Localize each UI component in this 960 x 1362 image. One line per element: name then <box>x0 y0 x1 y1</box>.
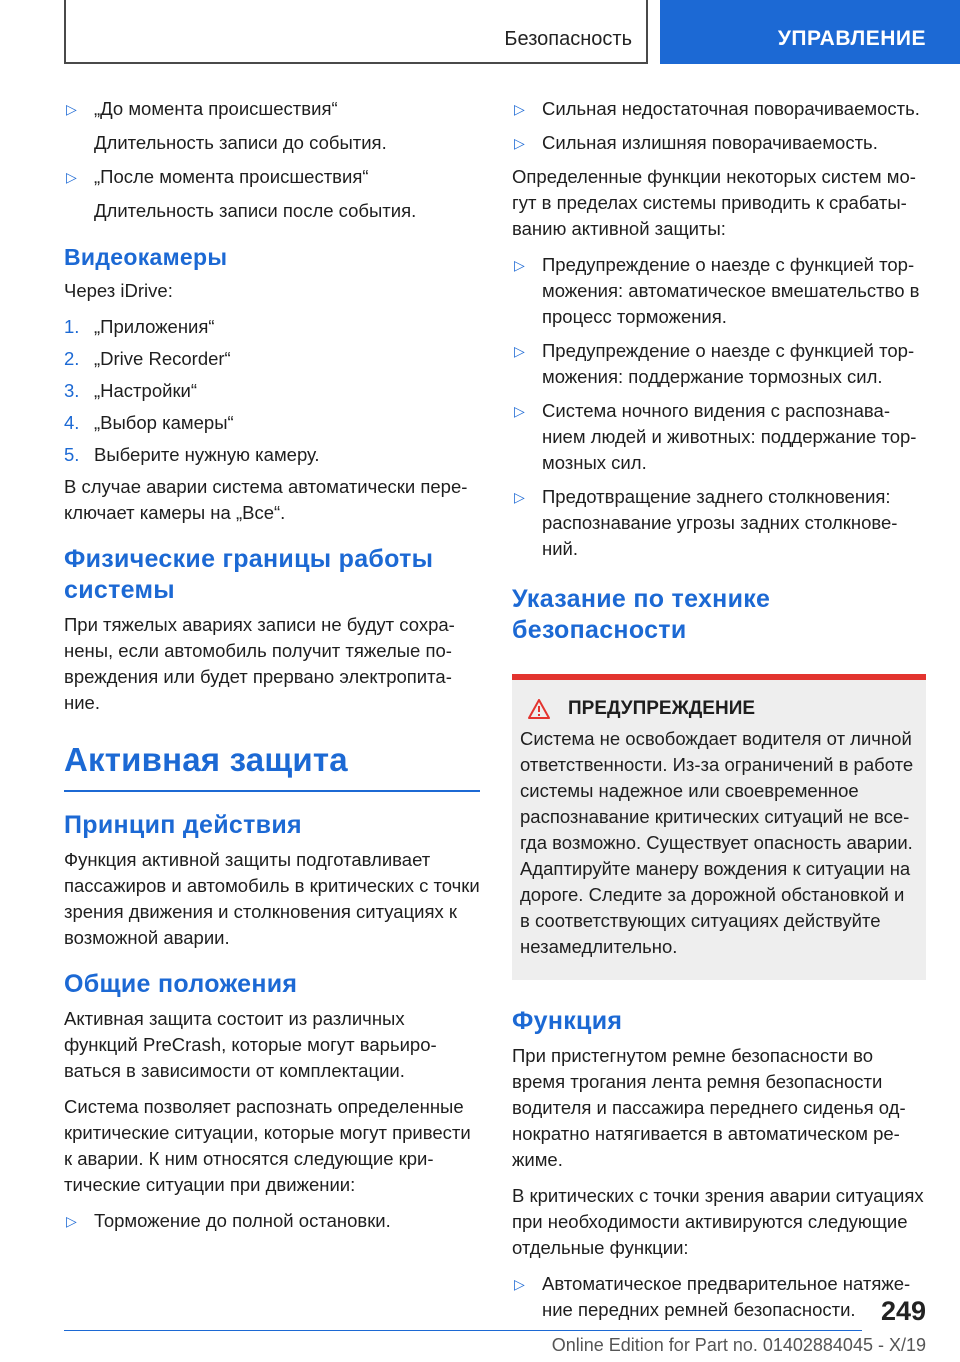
paragraph: В случае аварии система автоматически переключает камеры на „Все“. <box>64 476 468 523</box>
triangle-right-icon: ▷ <box>66 169 77 185</box>
heading-active-protection: Активная защита <box>64 738 480 792</box>
header-section-tab <box>64 0 648 64</box>
numbered-step: 1. „Приложения“ <box>64 316 215 337</box>
header-chapter-tab <box>660 0 960 64</box>
paragraph: Определенные функции некоторых систем могут в пределах системы приводить к срабатыванию активной защиты: <box>512 166 916 239</box>
warning-triangle-icon <box>528 699 550 719</box>
bullet-item: ▷ „До момента происшествия“ <box>64 96 480 122</box>
left-column <box>64 96 480 1242</box>
paragraph: Система позволяет распознать определенные критические ситуации, которые могут привести к аварии. К ним относятся следующие критические ситуации при движении: <box>64 1096 471 1195</box>
triangle-right-icon: ▷ <box>514 489 525 505</box>
heading-function: Функция <box>512 1007 623 1035</box>
triangle-right-icon: ▷ <box>514 101 525 117</box>
paragraph: При пристегнутом ремне безопасности во время трогания лента ремня безопасности водителя и пассажира переднего сиденья однократно натягивается в автоматическом режиме. <box>512 1045 906 1170</box>
numbered-step: 4. „Выбор камеры“ <box>64 412 234 433</box>
heading-safety-note: Указание по технике безопасности <box>512 585 771 644</box>
bullet-item: ▷ Система ночного видения с распознаванием людей и животных: поддержание тормозных сил. <box>514 400 917 473</box>
bullet-item: ▷ Сильная излишняя поворачиваемость. <box>512 130 926 156</box>
bullet-subtext: Длительность записи после события. <box>94 200 417 221</box>
warning-title: ПРЕДУПРЕЖДЕНИЕ <box>520 698 918 720</box>
bullet-item: ▷ Предотвращение заднего столкновения: распознавание угрозы задних столкновений. <box>514 486 898 559</box>
triangle-right-icon: ▷ <box>66 1213 77 1229</box>
triangle-right-icon: ▷ <box>66 101 77 117</box>
triangle-right-icon: ▷ <box>514 343 525 359</box>
header-chapter-title: УПРАВЛЕНИЕ <box>777 27 926 50</box>
bullet-item: ▷ Торможение до полной остановки. <box>64 1208 480 1234</box>
footer-divider <box>64 1330 862 1331</box>
right-column <box>512 96 926 1331</box>
heading-cameras: Видеокамеры <box>64 244 228 270</box>
header-section-title: Безопасность <box>504 28 632 50</box>
warning-text: Система не освобождает водителя от личной ответственности. Из-за ограничений в работе системы надежное или своевременное распознавание критических ситуаций не всегда возможно. Существует опасность аварии. Адаптируйте манеру вождения к ситуации на дороге. Следите за дорожной обстановкой и в соответствующих ситуациях действуйте незамедлительно. <box>520 728 914 957</box>
triangle-right-icon: ▷ <box>514 403 525 419</box>
heading-limits: Физические границы работы системы <box>64 545 434 604</box>
paragraph: Функция активной защиты подготавливает пассажиров и автомобиль в критических с точки зрения движения и столкновения ситуациях к возможной аварии. <box>64 849 480 948</box>
numbered-step: 2. „Drive Recorder“ <box>64 348 231 369</box>
paragraph: В критических с точки зрения аварии ситуациях при необходимости активируются следующие отдельные функции: <box>512 1185 924 1258</box>
triangle-right-icon: ▷ <box>514 1276 525 1292</box>
numbered-step: 3. „Настройки“ <box>64 380 198 401</box>
bullet-item: ▷ Предупреждение о наезде с функцией торможения: автоматическое вмешательство в процесс торможения. <box>514 254 920 327</box>
bullet-item: ▷ Сильная недостаточная поворачиваемость. <box>512 96 926 122</box>
triangle-right-icon: ▷ <box>514 257 525 273</box>
paragraph: Активная защита состоит из различных функций PreCrash, которые могут варьироваться в зависимости от комплектации. <box>64 1008 437 1081</box>
heading-principle: Принцип действия <box>64 811 302 839</box>
footer-edition: Online Edition for Part no. 01402884045 - X/19 <box>551 1335 926 1355</box>
heading-general: Общие положения <box>64 970 298 998</box>
numbered-step: 5. Выберите нужную камеру. <box>64 444 320 465</box>
bullet-item: ▷ Предупреждение о наезде с функцией торможения: поддержание тормозных сил. <box>514 340 915 387</box>
bullet-item: ▷ Автоматическое предварительное натяжение передних ремней безопасности. <box>514 1273 911 1320</box>
triangle-right-icon: ▷ <box>514 135 525 151</box>
paragraph: При тяжелых авариях записи не будут сохранены, если автомобиль получит тяжелые повреждения или будет прервано электропитание. <box>64 614 455 713</box>
bullet-subtext: Длительность записи до события. <box>94 132 387 153</box>
bullet-item: ▷ „После момента происшествия“ <box>64 164 480 190</box>
paragraph: Через iDrive: <box>64 280 173 301</box>
page-number: 249 <box>880 1296 926 1326</box>
warning-box <box>512 674 926 980</box>
